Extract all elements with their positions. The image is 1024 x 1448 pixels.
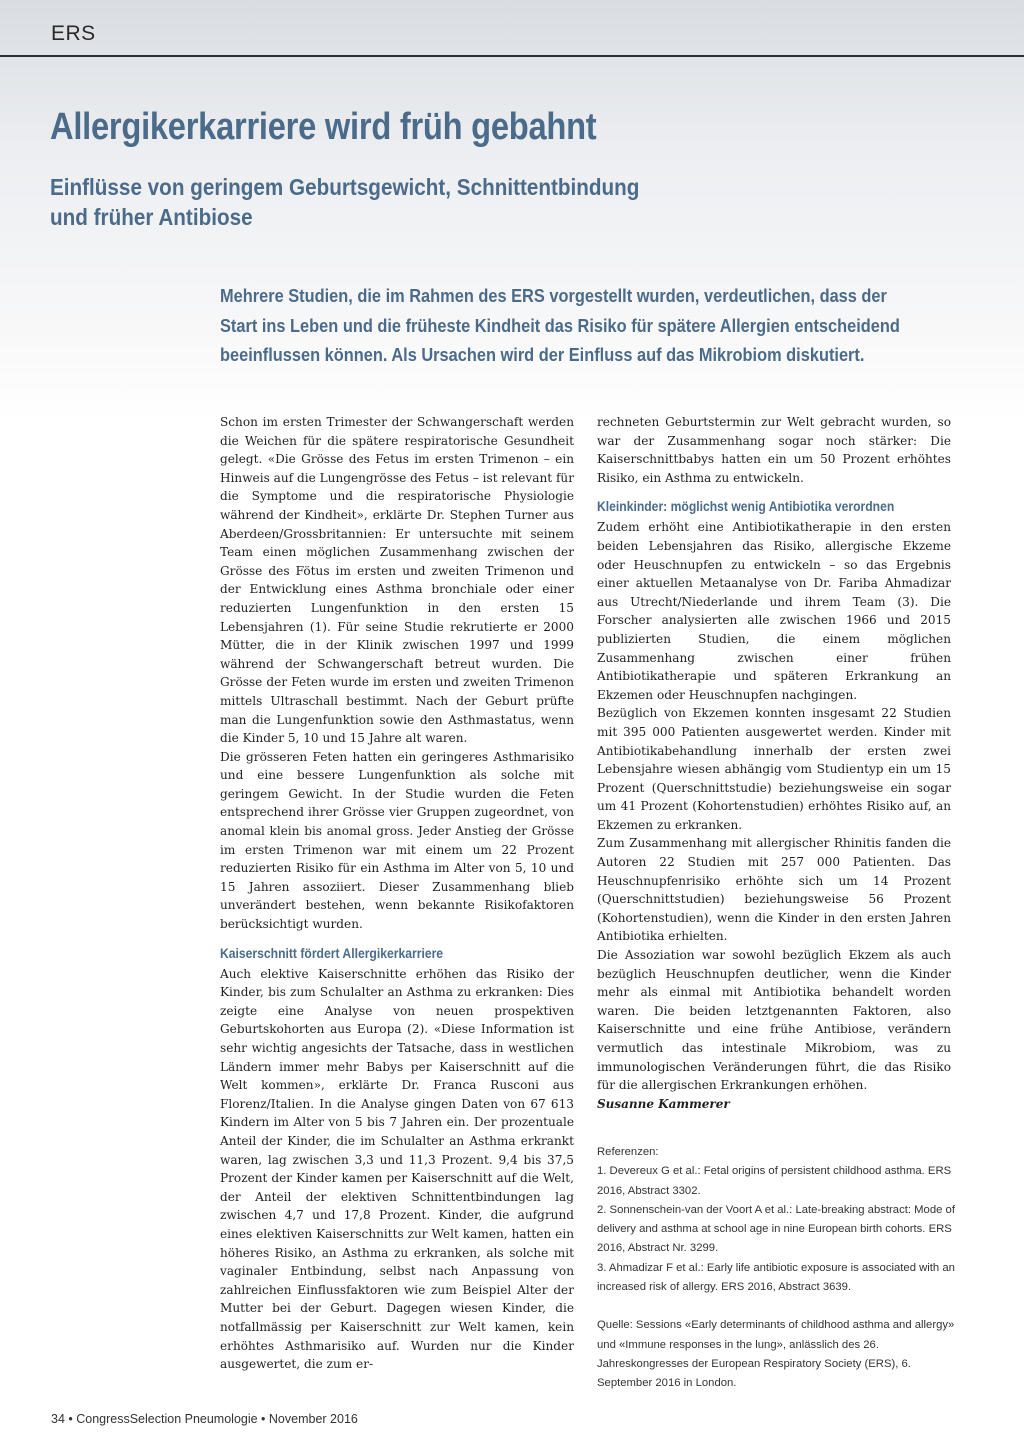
author-name: Susanne Kammerer [597,1096,730,1111]
section-label: ERS [51,22,96,45]
body-paragraph: Zudem erhöht eine Antibiotikatherapie in den ersten beiden Lebensjahren das Risiko, allergische Ekzeme oder Heuschnupfen zu entwickeln – so das Ergebnis einer aktuellen Metaanalyse von Dr. Fariba Ahmadizar aus Utrecht/Niederlande und ihrem Team (3). Die Forscher analysierten alle zwischen 1966 und 2015 publizierten Studien, die einem möglichen Zusammenhang zwischen einer frühen Antibiotikatherapie und späteren Erkrankung an Ekzemen oder Heuschnupfen nachgingen. [597,520,951,702]
body-paragraph: Bezüglich von Ekzemen konnten insgesamt 22 Studien mit 395 000 Patienten ausgewertet werden. Kinder mit Antibiotikabehandlung innerhalb der ersten zwei Lebensjahre wiesen abhängig vom Studientyp ein um 15 Prozent (Querschnittstudie) beziehungsweise ein sogar um 41 Prozent (Kohortenstudien) erhöhtes Risiko auf, an Ekzemen zu erkranken. [597,706,951,832]
article-subtitle [50,172,772,232]
body-paragraph: rechneten Geburtstermin zur Welt gebracht wurden, so war der Zusammenhang sogar noch stärker: Die Kaiserschnittbabys hatten ein um 50 Prozent erhöhtes Risiko, ein Asthma zu entwickeln. [597,415,951,485]
article-lead [220,281,946,370]
header-divider [0,55,1024,57]
section-heading-kaiserschnitt: Kaiserschnitt fördert Allergikerkarriere [220,945,444,961]
body-paragraph: Die Assoziation war sowohl bezüglich Ekzem als auch bezüglich Heuschnupfen deutlicher, wenn die Kinder mehr als einmal mit Antibiotika behandelt worden waren. Die beiden letztgenannten Faktoren, also Kaiserschnitte und eine frühe Antibiose, verändern vermutlich das intestinale Mikrobiom, was zu immunologischen Veränderungen führt, die das Risiko für die allergischen Erkrankungen erhöhen. [597,948,951,1093]
source-note: Quelle: Sessions «Early determinants of childhood asthma and allergy» und «Immune responses in the lung», anlässlich des 26. Jahreskongresses der European Respiratory Society (ERS), 6. September 2016 in London. [597,1319,955,1390]
references [597,1143,957,1394]
body-column-right [597,413,951,1113]
subtitle-line-2: und früher Antibiose [50,204,253,230]
reference-item: 2. Sonnenschein-van der Voort A et al.: Late-breaking abstract: Mode of delivery and asthma at school age in nine European birth cohorts. ERS 2016, Abstract Nr. 3299. [597,1203,955,1255]
body-column-left [220,413,574,1374]
article-title: Allergikerkarriere wird früh gebahnt [50,106,597,148]
lead-line-3: beeinflussen können. Als Ursachen wird der Einfluss auf das Mikrobiom diskutiert. [220,344,865,365]
body-paragraph: Zum Zusammenhang mit allergischer Rhinitis fanden die Autoren 22 Studien mit 257 000 Patienten. Das Heuschnupfenrisiko erhöhte sich um 14 Prozent (Querschnittstudien) beziehungsweise 56 Prozent (Kohortenstudien), wenn die Kinder in den ersten Jahren Antibiotika erhielten. [597,836,951,944]
page-footer: 34 • CongressSelection Pneumologie • November 2016 [51,1412,358,1426]
page-header [0,0,1024,62]
references-heading: Referenzen: [597,1146,659,1158]
subtitle-line-1: Einflüsse von geringem Geburtsgewicht, Schnittentbindung [50,174,640,200]
body-paragraph: Auch elektive Kaiserschnitte erhöhen das Risiko der Kinder, bis zum Schulalter an Asthma zu erkranken: Dies zeigte eine Analyse von neuen prospektiven Geburtskohorten aus Europa (2). «Diese Information ist sehr wichtig angesichts der Tatsache, dass in westlichen Ländern immer mehr Babys per Kaiserschnitt auf die Welt kommen», erklärte Dr. Franca Rusconi aus Florenz/Italien. In die Analyse gingen Daten von 67 613 Kindern im Alter von 5 bis 7 Jahren ein. Der prozentuale Anteil der Kinder, die im Schulalter an Asthma erkrankt waren, lag zwischen 3,3 und 11,3 Prozent. 9,4 bis 37,5 Prozent der Kinder kamen per Kaiserschnitt auf die Welt, der Anteil der elektiven Schnittentbindungen lag zwischen 4,7 und 17,8 Prozent. Kinder, die aufgrund eines elektiven Kaiserschnitts zur Welt kamen, hatten ein höheres Risiko, an Asthma zu erkranken, als solche mit vaginaler Entbindung, selbst nach Anpassung von zahlreichen Einflussfaktoren wie zum Beispiel Alter der Mutter bei der Geburt. Dagegen wiesen Kinder, die notfallmässig per Kaiserschnitt zur Welt kamen, kein erhöhtes Asthmarisiko auf. Wurden nur die Kinder ausgewertet, die zum er- [220,966,574,1372]
lead-line-2: Start ins Leben und die früheste Kindheit das Risiko für spätere Allergien entscheidend [220,314,900,336]
body-paragraph: Schon im ersten Trimester der Schwangerschaft werden die Weichen für die spätere respiratorische Gesundheit gelegt. «Die Grösse des Fetus im ersten Trimenon – ein Hinweis auf die Lungengrösse des Fetus – ist relevant für die Symptome und die respiratorische Physiologie während der Kindheit», erklärte Dr. Stephen Turner aus Aberdeen/Grossbritannien: Er untersuchte mit seinem Team einen möglichen Zusammenhang zwischen der Grösse des Fötus im ersten und zweiten Trimenon und der Entwicklung eines Asthma bronchiale oder einer reduzierten Lungenfunktion in den ersten 15 Lebensjahren (1). Für seine Studie rekrutierte er 2000 Mütter, die in der Klinik zwischen 1997 und 1999 während der Schwangerschaft betreut wurden. Die Grösse der Feten wurde im ersten und zweiten Trimenon mittels Ultraschall bestimmt. Nach der Geburt prüfte man die Lungenfunktion sowie den Asthmastatus, wenn die Kinder 5, 10 und 15 Jahre alt waren. [220,415,574,746]
reference-item: 1. Devereux G et al.: Fetal origins of persistent childhood asthma. ERS 2016, Abstract 3302. [597,1165,952,1197]
body-paragraph: Die grösseren Feten hatten ein geringeres Asthmarisiko und eine bessere Lungenfunktion als solche mit geringem Gewicht. In der Studie wurden die Feten entsprechend ihrer Grösse vier Gruppen zugeordnet, von anomal klein bis anomal gross. Jeder Anstieg der Grösse im ersten Trimenon war mit einem um 22 Prozent reduzierten Risiko für ein Asthma im Alter von 5, 10 und 15 Jahren assoziiert. Dieser Zusammenhang blieb unverändert bestehen, wenn bekannte Risikofaktoren berücksichtigt wurden. [220,749,574,932]
section-heading-kleinkinder: Kleinkinder: möglichst wenig Antibiotika verordnen [597,499,895,515]
reference-item: 3. Ahmadizar F et al.: Early life antibiotic exposure is associated with an increased risk of allergy. ERS 2016, Abstract 3639. [597,1261,955,1294]
lead-line-1: Mehrere Studien, die im Rahmen des ERS vorgestellt wurden, verdeutlichen, dass der [220,285,887,306]
